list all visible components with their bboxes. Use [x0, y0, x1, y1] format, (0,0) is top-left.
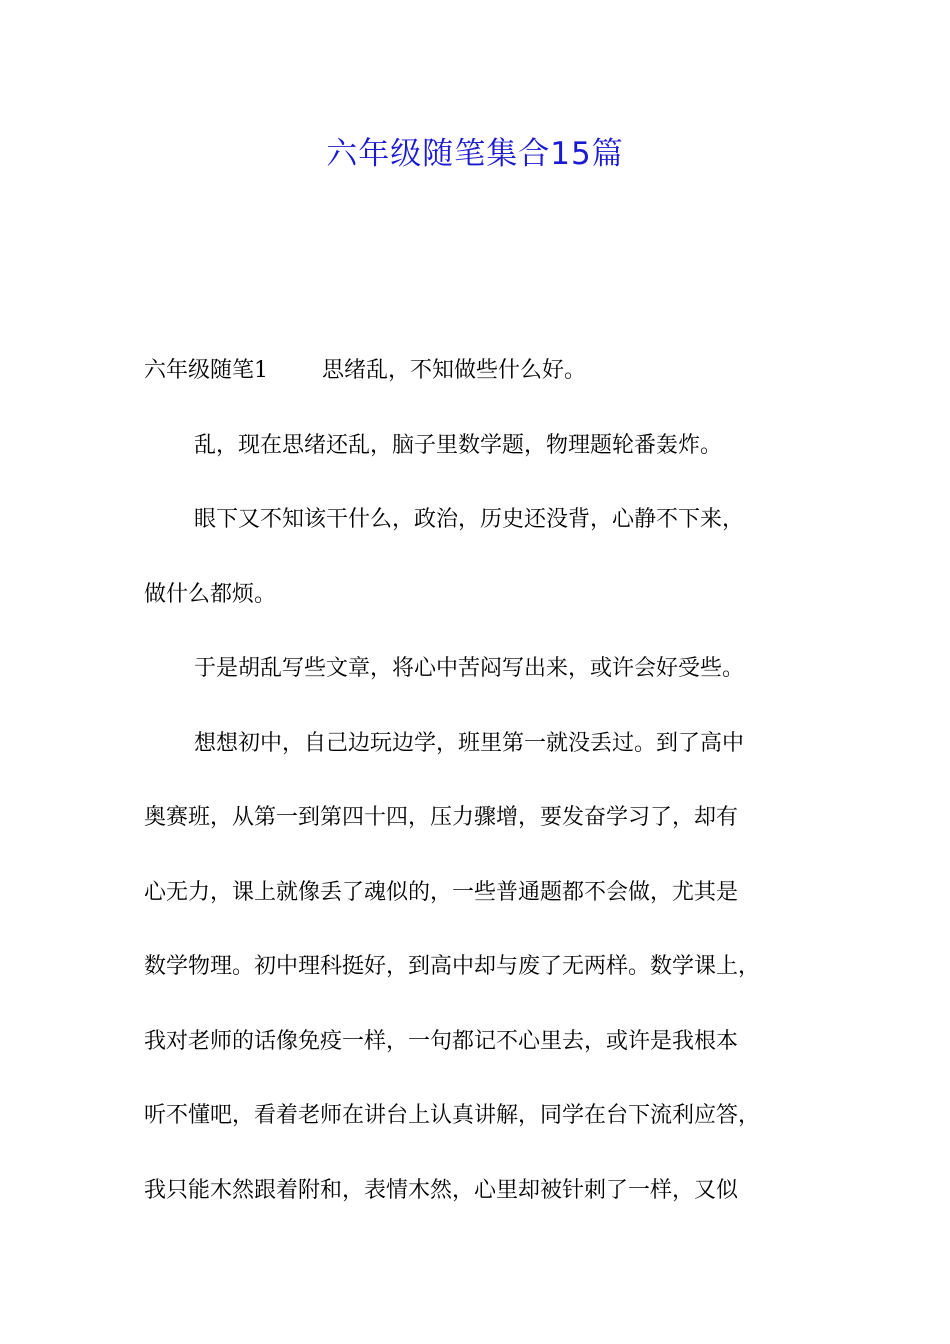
- paragraph-line: 奥赛班，从第一到第四十四，压力骤增，要发奋学习了，却有: [144, 805, 739, 830]
- paragraph-line: 数学物理。初中理科挺好，到高中却与废了无两样。数学课上，: [144, 954, 761, 979]
- paragraph-line: 于是胡乱写些文章，将心中苦闷写出来，或许会好受些。: [194, 656, 745, 681]
- paragraph-line: 眼下又不知该干什么，政治，历史还没背，心静不下来，: [194, 507, 745, 532]
- essay-heading: 六年级随笔1: [144, 358, 268, 383]
- paragraph-line: [144, 334, 824, 409]
- paragraph-line: 心无力，课上就像丢了魂似的，一些普通题都不会做，尤其是: [144, 879, 739, 905]
- paragraph-line: 想想初中，自己边玩边学，班里第一就没丢过。到了高中: [194, 730, 745, 756]
- line-text: 思绪乱，不知做些什么好。: [322, 358, 587, 383]
- document-title: 六年级随笔集合15篇: [326, 136, 624, 172]
- paragraph-line: 听不懂吧，看着老师在讲台上认真讲解，同学在台下流利应答，: [144, 1103, 761, 1128]
- paragraph-line: 我对老师的话像免疫一样，一句都记不心里去，或许是我根本: [144, 1028, 739, 1054]
- paragraph-line: 做什么都烦。: [144, 581, 277, 607]
- paragraph-line: 我只能木然跟着附和，表情木然，心里却被针刺了一样，又似: [144, 1177, 739, 1203]
- paragraph-line: 乱，现在思绪还乱，脑子里数学题，物理题轮番轰炸。: [194, 432, 723, 458]
- document-body: [144, 334, 824, 1228]
